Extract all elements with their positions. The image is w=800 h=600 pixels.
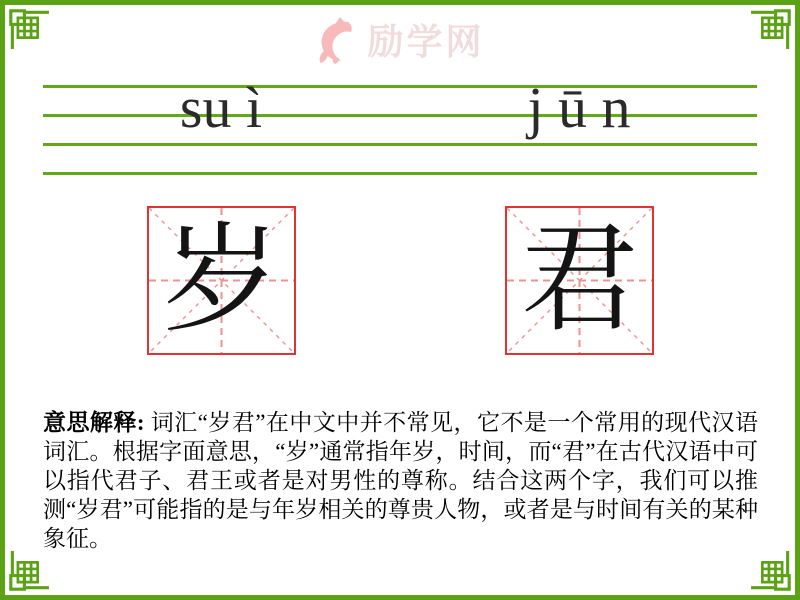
pinyin-sui: su ì (179, 75, 263, 140)
guide-line (43, 172, 757, 175)
swirl-flame-icon (315, 16, 361, 64)
corner-lattice-icon (4, 550, 50, 596)
site-logo-watermark (0, 14, 800, 65)
guide-line (43, 143, 757, 146)
character-box-jun (505, 206, 654, 355)
character-box-sui (147, 206, 296, 355)
character-sui: 岁 (162, 214, 281, 346)
guide-line (43, 85, 757, 88)
site-name: 励学网 (367, 21, 485, 62)
corner-lattice-icon (750, 550, 796, 596)
pinyin-jun: j ū n (527, 75, 631, 140)
guide-line (43, 114, 757, 117)
explanation-body: 词汇“岁君”在中文中并不常见，它不是一个常用的现代汉语词汇。根据字面意思，“岁”通常指年岁，时间，而“君”在古代汉语中可以指代君子、君王或者是对男性的尊称。结合这两个字，我们可以推测“岁君”可能指的是与年岁相关的尊贵人物，或者是与时间有关的某种象征。 (43, 410, 759, 551)
explanation-label: 意思解释: (43, 410, 145, 435)
character-jun: 君 (520, 214, 639, 346)
meaning-explanation (43, 408, 758, 553)
pinyin-four-line-guide (43, 85, 757, 175)
